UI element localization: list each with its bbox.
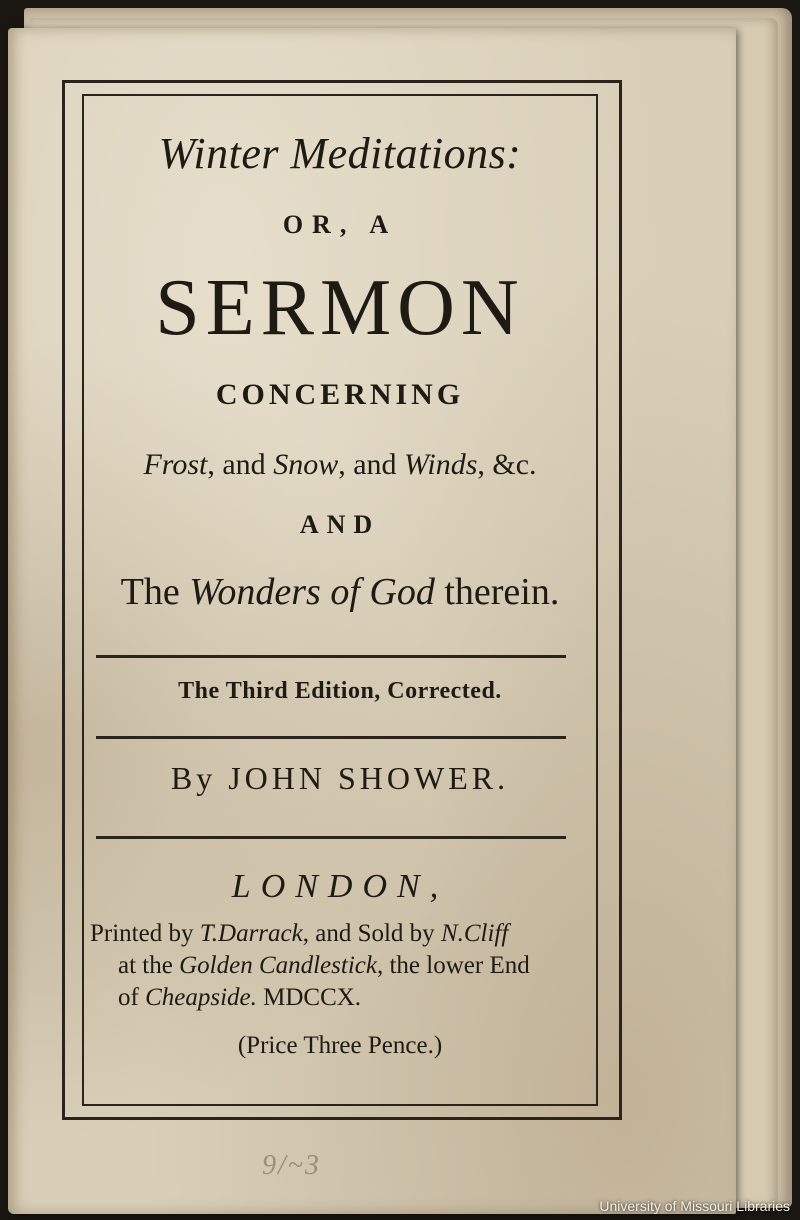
- imprint-line-1: [90, 920, 610, 948]
- library-credit: University of Missouri Libraries: [599, 1198, 790, 1214]
- imprint-text: at the: [118, 952, 180, 979]
- wonders-therein: therein.: [434, 571, 560, 613]
- handwritten-note: 9/~3: [262, 1150, 321, 1181]
- divider-rule: [96, 655, 566, 658]
- imprint-text: Printed by: [90, 920, 200, 947]
- printer-name: T.Darrack: [199, 920, 303, 947]
- and-line: AND: [299, 510, 381, 539]
- divider-rule: [96, 736, 566, 739]
- wonders-the: The: [120, 571, 190, 613]
- imprint-text: , and Sold by: [302, 920, 441, 947]
- place-of-publication: LONDON,: [231, 868, 449, 905]
- price-line: (Price Three Pence.): [237, 1032, 443, 1059]
- or-a-line: OR, A: [282, 210, 398, 239]
- topic-tail: , &c.: [477, 448, 537, 481]
- topics-line: [84, 448, 596, 482]
- edition-line: The Third Edition, Corrected.: [178, 678, 502, 704]
- topic-winds: Winds: [404, 448, 478, 481]
- topic-snow: Snow: [273, 448, 339, 481]
- street-name: Cheapside.: [145, 984, 257, 1011]
- sermon-heading: SERMON: [155, 264, 525, 352]
- shop-sign: Golden Candlestick: [179, 952, 377, 979]
- topic-frost: Frost: [143, 448, 208, 481]
- wonders-line: [84, 570, 596, 614]
- publication-year: MDCCX.: [256, 984, 362, 1011]
- imprint-line-2: [118, 952, 638, 980]
- seller-name: N.Cliff: [440, 920, 509, 947]
- imprint-text: of: [118, 984, 146, 1011]
- divider-rule: [96, 836, 566, 839]
- wonders-of-god: Wonders of God: [189, 571, 435, 613]
- topic-separator: , and: [207, 448, 274, 481]
- imprint-line-3: [118, 984, 638, 1012]
- topic-separator: , and: [338, 448, 405, 481]
- book-title: Winter Meditations:: [158, 129, 522, 178]
- byline: By JOHN SHOWER.: [170, 760, 510, 796]
- concerning-line: CONCERNING: [215, 378, 465, 411]
- imprint-text: , the lower End: [376, 952, 530, 979]
